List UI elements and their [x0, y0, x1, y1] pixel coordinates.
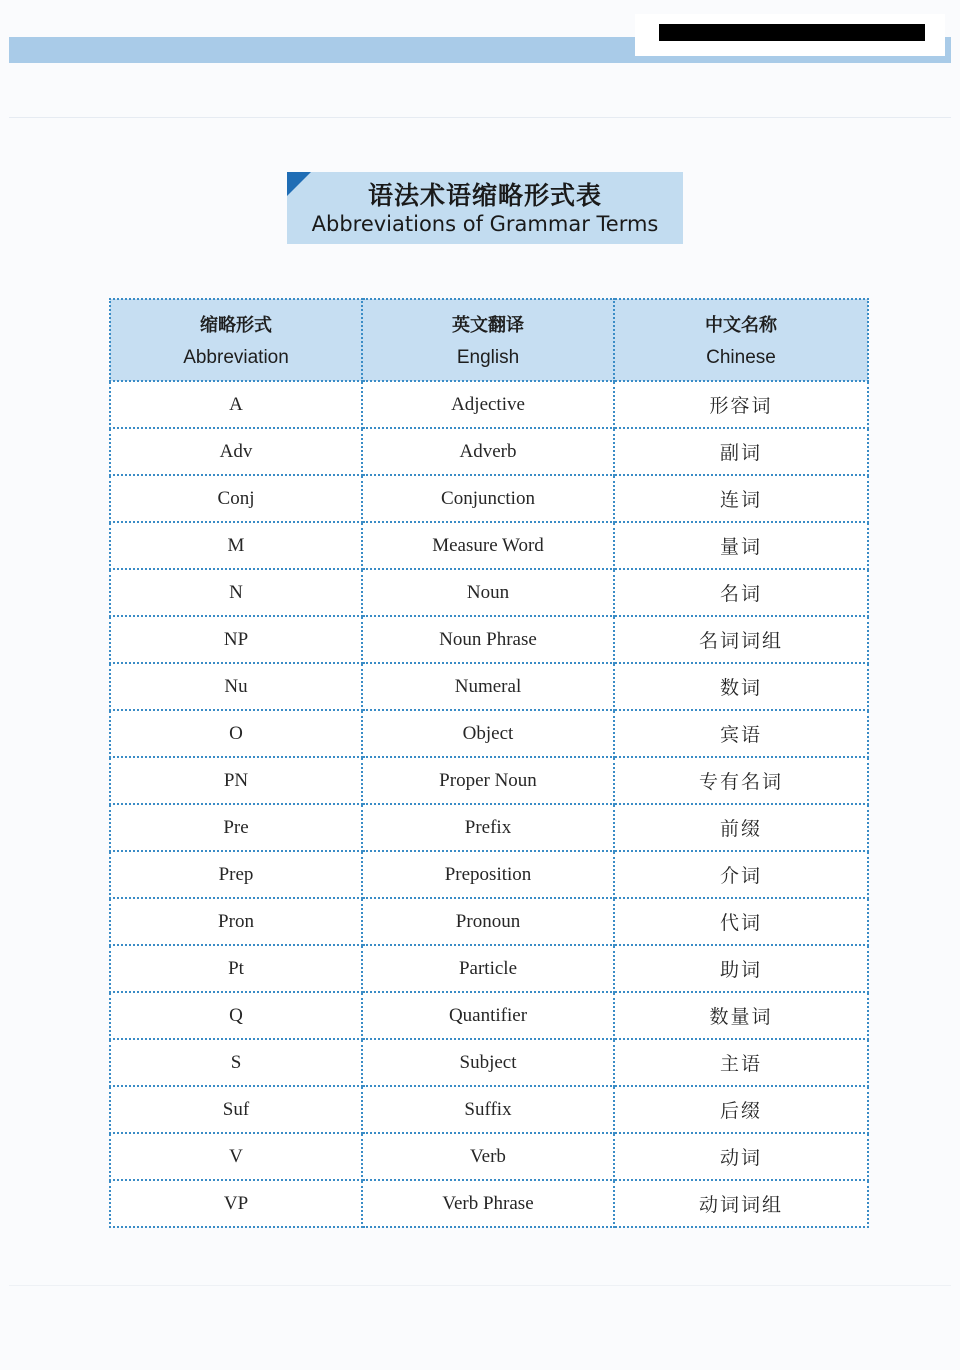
- cell-english: Preposition: [362, 851, 614, 898]
- cell-english: Subject: [362, 1039, 614, 1086]
- column-header-english: English: [456, 347, 520, 368]
- cell-abbreviation: Pt: [110, 945, 362, 992]
- cell-abbreviation: M: [110, 522, 362, 569]
- cell-chinese: 形容词: [614, 381, 868, 428]
- cell-abbreviation: Suf: [110, 1086, 362, 1133]
- cell-english: Conjunction: [362, 475, 614, 522]
- cell-chinese: 动词词组: [614, 1180, 868, 1227]
- table-row: [110, 992, 868, 1039]
- cell-abbreviation: A: [110, 381, 362, 428]
- table-row: [110, 381, 868, 428]
- table-row: [110, 1180, 868, 1227]
- cell-english: Quantifier: [362, 992, 614, 1039]
- cell-chinese: 动词: [614, 1133, 868, 1180]
- cell-chinese: 数词: [614, 663, 868, 710]
- page-title-english: Abbreviations of Grammar Terms: [311, 212, 659, 236]
- cell-chinese: 数量词: [614, 992, 868, 1039]
- cell-english: Object: [362, 710, 614, 757]
- cell-chinese: 助词: [614, 945, 868, 992]
- cell-abbreviation: Prep: [110, 851, 362, 898]
- cell-abbreviation: S: [110, 1039, 362, 1086]
- cell-chinese: 连词: [614, 475, 868, 522]
- divider: [9, 117, 951, 118]
- cell-chinese: 介词: [614, 851, 868, 898]
- table-row: [110, 522, 868, 569]
- cell-english: Measure Word: [362, 522, 614, 569]
- cell-abbreviation: Adv: [110, 428, 362, 475]
- cell-english: Particle: [362, 945, 614, 992]
- divider: [9, 1285, 951, 1286]
- table-row: [110, 616, 868, 663]
- cell-abbreviation: Conj: [110, 475, 362, 522]
- cell-english: Pronoun: [362, 898, 614, 945]
- table-row: [110, 569, 868, 616]
- table-row: [110, 804, 868, 851]
- table-row: [110, 851, 868, 898]
- cell-chinese: 后缀: [614, 1086, 868, 1133]
- redacted-header-label: [659, 24, 925, 41]
- cell-abbreviation: Pre: [110, 804, 362, 851]
- cell-english: Adjective: [362, 381, 614, 428]
- cell-english: Suffix: [362, 1086, 614, 1133]
- table-row: [110, 1133, 868, 1180]
- column-header-chinese: 英文翻译: [452, 315, 524, 336]
- table-row: [110, 757, 868, 804]
- table-body: [110, 381, 868, 1227]
- cell-chinese: 副词: [614, 428, 868, 475]
- cell-abbreviation: O: [110, 710, 362, 757]
- table-row: [110, 945, 868, 992]
- table-row: [110, 1039, 868, 1086]
- table-row: [110, 710, 868, 757]
- table-row: [110, 1086, 868, 1133]
- cell-english: Verb: [362, 1133, 614, 1180]
- column-header-abbreviation: [110, 299, 362, 381]
- abbreviations-table: [109, 298, 869, 1228]
- table-header-row: [110, 299, 868, 381]
- column-header-english: Chinese: [706, 347, 776, 368]
- column-header-english-translation: [362, 299, 614, 381]
- cell-chinese: 前缀: [614, 804, 868, 851]
- table-row: [110, 475, 868, 522]
- cell-chinese: 主语: [614, 1039, 868, 1086]
- cell-chinese: 量词: [614, 522, 868, 569]
- cell-abbreviation: Pron: [110, 898, 362, 945]
- cell-abbreviation: PN: [110, 757, 362, 804]
- cell-chinese: 名词词组: [614, 616, 868, 663]
- cell-chinese: 名词: [614, 569, 868, 616]
- cell-chinese: 专有名词: [614, 757, 868, 804]
- cell-abbreviation: Q: [110, 992, 362, 1039]
- cell-english: Verb Phrase: [362, 1180, 614, 1227]
- column-header-chinese: 中文名称: [705, 315, 777, 336]
- table-row: [110, 428, 868, 475]
- cell-english: Proper Noun: [362, 757, 614, 804]
- cell-english: Numeral: [362, 663, 614, 710]
- page-title-chinese: 语法术语缩略形式表: [367, 181, 602, 210]
- column-header-chinese-name: [614, 299, 868, 381]
- cell-english: Adverb: [362, 428, 614, 475]
- table-row: [110, 663, 868, 710]
- cell-english: Prefix: [362, 804, 614, 851]
- cell-english: Noun Phrase: [362, 616, 614, 663]
- cell-abbreviation: V: [110, 1133, 362, 1180]
- cell-abbreviation: NP: [110, 616, 362, 663]
- cell-abbreviation: VP: [110, 1180, 362, 1227]
- cell-english: Noun: [362, 569, 614, 616]
- page-title-box: [287, 172, 683, 244]
- column-header-chinese: 缩略形式: [200, 315, 272, 336]
- cell-abbreviation: N: [110, 569, 362, 616]
- table-row: [110, 898, 868, 945]
- column-header-english: Abbreviation: [183, 347, 289, 368]
- cell-chinese: 宾语: [614, 710, 868, 757]
- cell-abbreviation: Nu: [110, 663, 362, 710]
- cell-chinese: 代词: [614, 898, 868, 945]
